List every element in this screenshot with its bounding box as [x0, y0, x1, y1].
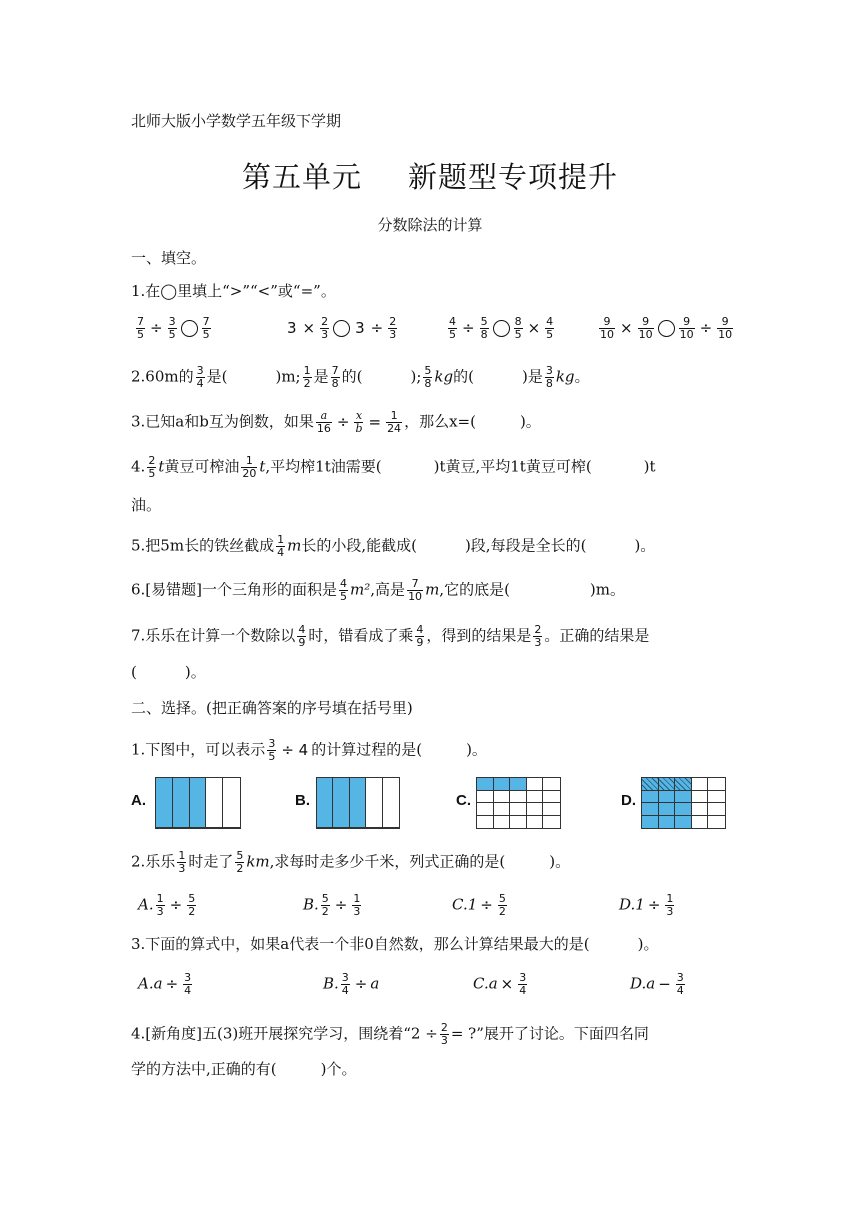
q5-line: 5.把5m长的铁丝截成 $\frac{1}{4}$ m长的小段,能截成( )段,每段是全长的( )。 — [131, 533, 656, 559]
bar-model-a — [155, 777, 241, 829]
c2-option-b[interactable]: B. $\frac{5}{2}$ ÷ $\frac{1}{3}$ — [303, 892, 361, 918]
c2-option-d[interactable]: D.1 ÷ $\frac{1}{3}$ — [619, 892, 674, 918]
page-subtitle: 分数除法的计算 — [377, 216, 483, 234]
figure-option-c[interactable]: C. — [456, 775, 561, 829]
c3-option-b[interactable]: B. $\frac{3}{4}$ ÷ a — [323, 971, 380, 997]
c4-line-2: 学的方法中,正确的有( )个。 — [131, 1060, 357, 1078]
figure-option-d[interactable]: D. — [621, 775, 726, 829]
q1-expr-4: $\frac{9}{10}$ × $\frac{9}{10}$ $\frac{9}{10}$ ÷ $\frac{9}{10}$ — [600, 315, 733, 341]
c4-line-1: 4.[新角度]五(3)班开展探究学习，围绕着“2 ÷ $\frac{2}{3}$ = ?”展开了讨论。下面四名同 — [131, 1021, 649, 1047]
c3-option-c[interactable]: C.a × $\frac{3}{4}$ — [473, 971, 527, 997]
compare-circle[interactable] — [333, 320, 350, 337]
bar-model-b — [316, 777, 400, 829]
compare-circle[interactable] — [658, 320, 675, 337]
q7-line-1: 7.乐乐在计算一个数除以 $\frac{4}{9}$ 时，错看成了乘 $\frac{4}{9}$ ，得到的结果是 $\frac{2}{3}$ 。正确的结果是 — [131, 623, 650, 649]
q6-line: 6.[易错题]一个三角形的面积是 $\frac{4}{5}$ m²,高是 $\frac{7}{10}$ m,它的底是( )m。 — [131, 577, 625, 603]
q1-expr-1: $\frac{7}{5}$ ÷ $\frac{3}{5}$ $\frac{7}{5}$ — [137, 315, 210, 341]
header-text: 北师大版小学数学五年级下学期 — [131, 112, 342, 130]
grid-model-d — [641, 777, 726, 829]
compare-circle[interactable] — [181, 320, 198, 337]
page-title: 第五单元 新题型专项提升 — [241, 160, 619, 194]
q1-expr-3: $\frac{4}{5}$ ÷ $\frac{5}{8}$ $\frac{8}{5}$ × $\frac{4}{5}$ — [449, 315, 554, 341]
q3-line: 3.已知a和b互为倒数，如果 $\frac{a}{16}$ ÷ $\frac{x}{b}$ = $\frac{1}{24}$ ，那么x=( )。 — [131, 409, 541, 435]
grid-model-c — [476, 777, 561, 829]
section-2-heading: 二、选择。(把正确答案的序号填在括号里) — [131, 699, 413, 717]
q1-expr-2: 3 × $\frac{2}{3}$ 3 ÷ $\frac{2}{3}$ — [287, 315, 397, 341]
c3-option-a[interactable]: A.a ÷ $\frac{3}{4}$ — [138, 971, 192, 997]
compare-circle[interactable] — [493, 320, 510, 337]
c2-option-c[interactable]: C.1 ÷ $\frac{5}{2}$ — [452, 892, 506, 918]
c2-option-a[interactable]: A. $\frac{1}{3}$ ÷ $\frac{5}{2}$ — [138, 892, 196, 918]
c3-line: 3.下面的算式中，如果a代表一个非0自然数，那么计算结果最大的是( )。 — [131, 935, 659, 953]
figure-option-b[interactable]: B. — [295, 775, 400, 829]
section-1-heading: 一、填空。 — [131, 249, 207, 267]
q1-text: 1.在◯里填上“>”“<”或“=”。 — [131, 282, 336, 300]
c2-line: 2.乐乐 $\frac{1}{3}$ 时走了 $\frac{5}{2}$ km,求每时走多少千米，列式正确的是( )。 — [131, 849, 571, 875]
c3-option-d[interactable]: D.a − $\frac{3}{4}$ — [630, 971, 684, 997]
q4-line-2: 油。 — [131, 496, 162, 514]
figure-option-a[interactable]: A. — [131, 775, 241, 829]
q4-line-1: 4. $\frac{2}{5}$ t黄豆可榨油 $\frac{1}{20}$ t,平均榨1t油需要( )t黄豆,平均1t黄豆可榨( )t — [131, 454, 656, 480]
c1-line: 1.下图中，可以表示 $\frac{3}{5}$ ÷ 4 的计算过程的是( )。 — [131, 737, 487, 763]
q7-line-2: ( )。 — [131, 663, 206, 681]
q2-line: 2.60m的 $\frac{3}{4}$ 是( )m; $\frac{1}{2}$ 是 $\frac{7}{8}$ 的( ); $\frac{5}{8}$ kg的( )是 $\frac{3}{8}$ kg。 — [131, 364, 590, 390]
